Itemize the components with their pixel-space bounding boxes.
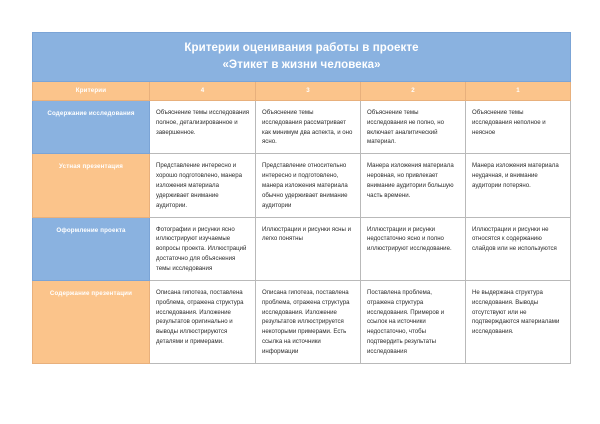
page-title [33,33,571,82]
cell-r2c4: Представление интересно и хорошо подготовлено, манера изложения материала удерживает внимание аудитории. [150,154,256,217]
rubric-container [32,32,570,364]
criterion-label-oral-presentation: Устная презентация [33,154,150,217]
cell-r2c1: Манера изложения материала неудачная, и внимание аудитории потеряно. [466,154,571,217]
table-row [33,100,571,153]
cell-r1c1: Объяснение темы исследования неполное и неясное [466,100,571,153]
column-header-score-2: 2 [361,82,466,100]
table-row [33,217,571,280]
cell-r3c2: Иллюстрации и рисунки недостаточно ясно и полно иллюстрируют исследование. [361,217,466,280]
assessment-rubric-table [32,32,571,364]
title-line-1: Критерии оценивания работы в проекте [184,42,419,54]
cell-r2c3: Представление относительно интересно и подготовлено, манера изложения материала обычно удерживает внимание аудитории [256,154,361,217]
table-header-row [33,82,571,100]
criterion-label-research-content: Содержание исследования [33,100,150,153]
cell-r1c2: Объяснение темы исследования не полно, но включает аналитический материал. [361,100,466,153]
title-line-2: «Этикет в жизни человека» [222,58,381,71]
column-header-score-1: 1 [466,82,571,100]
column-header-score-3: 3 [256,82,361,100]
cell-r3c4: Фотографии и рисунки ясно иллюстрируют изучаемые вопросы проекта. Иллюстраций достаточно для объяснения темы исследования [150,217,256,280]
criterion-label-presentation-content: Содержание презентации [33,280,150,363]
cell-r2c2: Манера изложения материала неровная, но привлекает внимание аудитории большую часть времени. [361,154,466,217]
cell-r4c4: Описана гипотеза, поставлена проблема, отражена структура исследования. Изложение результатов оригинально и выводы иллюстрируются деталями и примерами. [150,280,256,363]
cell-r3c1: Иллюстрации и рисунки не относятся к содержанию слайдов или не используются [466,217,571,280]
table-row [33,154,571,217]
criterion-label-project-design: Оформление проекта [33,217,150,280]
cell-r4c1: Не выдержана структура исследования. Выводы отсутствуют или не подтверждаются материалами исследования. [466,280,571,363]
cell-r4c2: Поставлена проблема, отражена структура исследования. Примеров и ссылок на источники недостаточно, чтобы подтвердить результаты исследования [361,280,466,363]
cell-r1c3: Объяснение темы исследования рассматривает как минимум два аспекта, и оно ясно. [256,100,361,153]
column-header-criteria: Критерии [33,82,150,100]
cell-r3c3: Иллюстрации и рисунки ясны и легко понятны [256,217,361,280]
cell-r4c3: Описана гипотеза, поставлена проблема, отражена структура исследования. Изложение результатов иллюстрируется некоторыми примерами. Есть ссылка на источники информации [256,280,361,363]
table-row [33,280,571,363]
column-header-score-4: 4 [150,82,256,100]
cell-r1c4: Объяснение темы исследования полное, детализированное и завершенное. [150,100,256,153]
table-title-row [33,33,571,82]
